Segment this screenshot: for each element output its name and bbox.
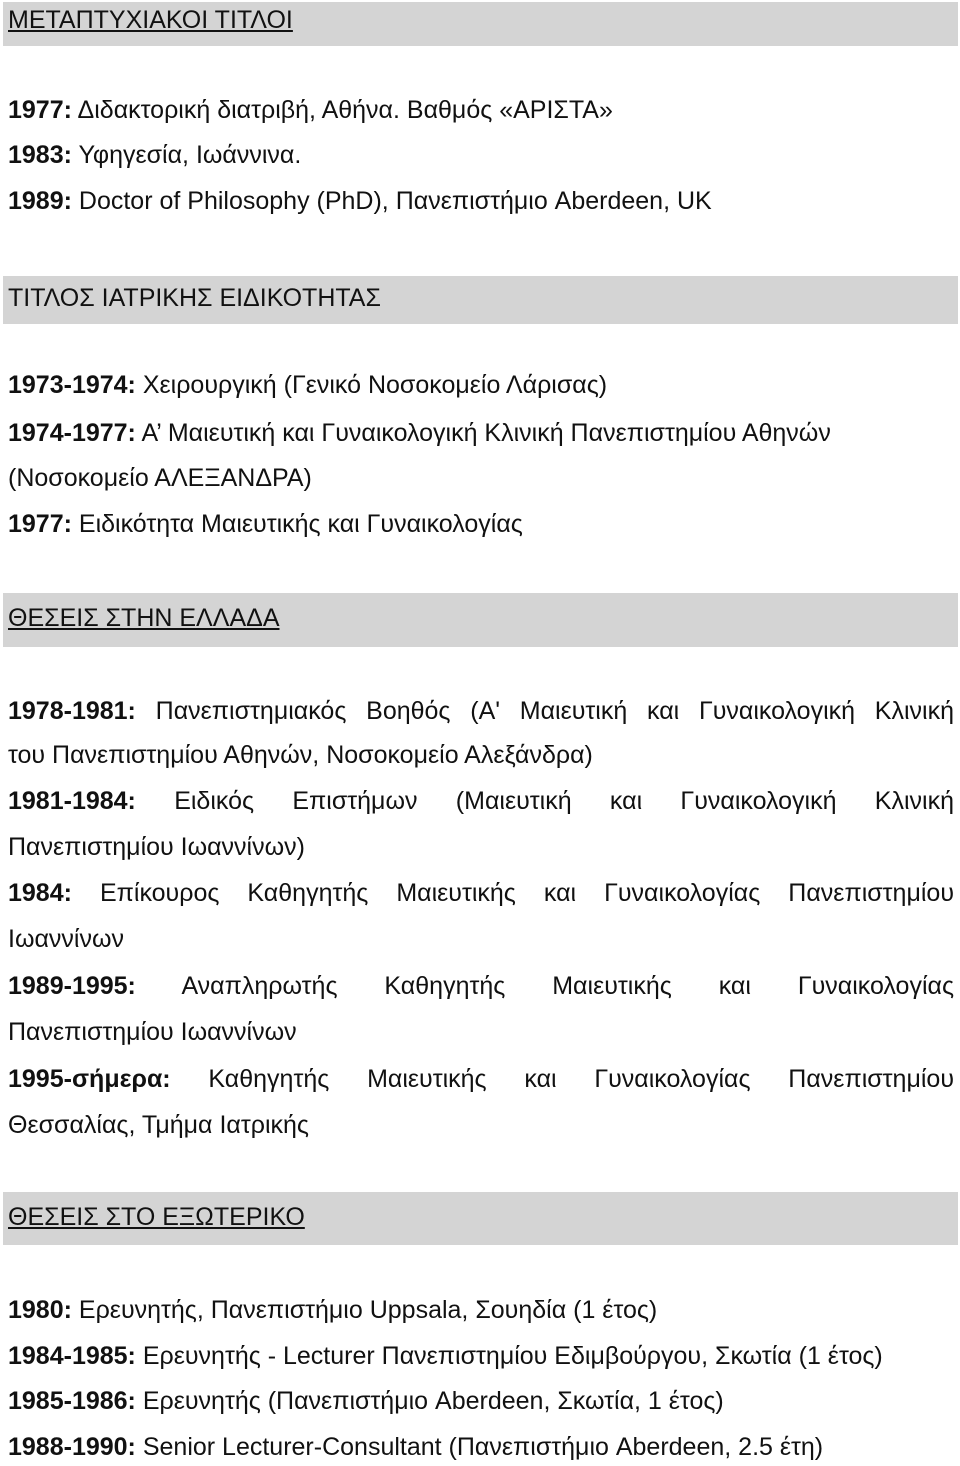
entry-text: Καθηγητής Μαιευτικής και Γυναικολογίας Πανεπιστημίου bbox=[170, 1065, 954, 1093]
section-header-abroad bbox=[3, 1192, 958, 1245]
entry-line bbox=[8, 1295, 954, 1325]
entry-line bbox=[8, 509, 954, 539]
section-title: ΘΕΣΕΙΣ ΣΤΟ ΕΞΩΤΕΡΙΚΟ bbox=[8, 1203, 305, 1231]
entry-line bbox=[8, 186, 954, 216]
entry-continuation bbox=[8, 463, 954, 493]
entry-year: 1984: bbox=[8, 879, 72, 907]
entry-continuation bbox=[8, 832, 954, 862]
entry-continuation bbox=[8, 1017, 954, 1047]
entry-line bbox=[8, 140, 954, 170]
entry-text: Doctor of Philosophy (PhD), Πανεπιστήμιο Aberdeen, UK bbox=[71, 187, 712, 215]
entry-year: 1989: bbox=[8, 187, 72, 215]
entry-year: 1981-1984: bbox=[8, 787, 136, 815]
entry-year: 1984-1985: bbox=[8, 1342, 136, 1370]
entry-text: Πανεπιστημιακός Βοηθός (Α' Μαιευτική και Γυναικολογική Κλινική bbox=[135, 697, 954, 725]
entry-line bbox=[8, 1386, 954, 1416]
entry-text: Ειδικότητα Μαιευτικής και Γυναικολογίας bbox=[71, 510, 523, 538]
entry-line bbox=[8, 696, 954, 726]
section-header-degrees bbox=[3, 2, 958, 46]
entry-text: Ερευνητής - Lecturer Πανεπιστημίου Εδιμβούργου, Σκωτία (1 έτος) bbox=[135, 1342, 883, 1370]
entry-line bbox=[8, 786, 954, 816]
section-header-specialty bbox=[3, 276, 958, 324]
entry-text: Χειρουργική (Γενικό Νοσοκομείο Λάρισας) bbox=[135, 371, 608, 399]
entry-line bbox=[8, 1064, 954, 1094]
section-title: ΤΙΤΛΟΣ ΙΑΤΡΙΚΗΣ ΕΙΔΙΚΟΤΗΤΑΣ bbox=[8, 284, 381, 312]
entry-year: 1989-1995: bbox=[8, 972, 136, 1000]
entry-text: Ερευνητής, Πανεπιστήμιο Uppsala, Σουηδία (1 έτος) bbox=[71, 1296, 658, 1324]
entry-year: 1995-σήμερα: bbox=[8, 1065, 171, 1093]
entry-text: Υφηγεσία, Ιωάννινα. bbox=[71, 141, 302, 169]
entry-text: Α’ Μαιευτική και Γυναικολογική Κλινική Πανεπιστημίου Αθηνών bbox=[135, 419, 831, 447]
entry-year: 1973-1974: bbox=[8, 371, 136, 399]
entry-year: 1980: bbox=[8, 1296, 72, 1324]
entry-text: Ιωαννίνων bbox=[8, 925, 124, 953]
entry-text: Θεσσαλίας, Τμήμα Ιατρικής bbox=[8, 1111, 309, 1139]
entry-line bbox=[8, 971, 954, 1001]
entry-year: 1983: bbox=[8, 141, 72, 169]
entry-text: Senior Lecturer-Consultant (Πανεπιστήμιο Aberdeen, 2.5 έτη) bbox=[135, 1433, 824, 1461]
entry-text: Αναπληρωτής Καθηγητής Μαιευτικής και Γυναικολογίας bbox=[135, 972, 954, 1000]
entry-text: Ερευνητής (Πανεπιστήμιο Aberdeen, Σκωτία, 1 έτος) bbox=[135, 1387, 724, 1415]
entry-continuation bbox=[8, 924, 954, 954]
entry-line bbox=[8, 1341, 954, 1371]
section-title: ΘΕΣΕΙΣ ΣΤΗΝ ΕΛΛΑΔΑ bbox=[8, 604, 280, 632]
entry-year: 1988-1990: bbox=[8, 1433, 136, 1461]
entry-text: Διδακτορική διατριβή, Αθήνα. Βαθμός «ΑΡΙΣΤΑ» bbox=[71, 96, 613, 124]
entry-text: του Πανεπιστημίου Αθηνών, Νοσοκομείο Αλεξάνδρα) bbox=[8, 741, 593, 769]
entry-line bbox=[8, 418, 954, 448]
entry-line bbox=[8, 1432, 954, 1462]
entry-year: 1977: bbox=[8, 510, 72, 538]
entry-text: Επίκουρος Καθηγητής Μαιευτικής και Γυναικολογίας Πανεπιστημίου bbox=[71, 879, 954, 907]
entry-text: Πανεπιστημίου Ιωαννίνων) bbox=[8, 833, 305, 861]
entry-line bbox=[8, 95, 954, 125]
entry-text: Πανεπιστημίου Ιωαννίνων bbox=[8, 1018, 297, 1046]
entry-continuation bbox=[8, 1110, 954, 1140]
entry-year: 1974-1977: bbox=[8, 419, 136, 447]
entry-year: 1978-1981: bbox=[8, 697, 136, 725]
entry-year: 1985-1986: bbox=[8, 1387, 136, 1415]
entry-text: Ειδικός Επιστήμων (Μαιευτική και Γυναικολογική Κλινική bbox=[135, 787, 954, 815]
section-title: ΜΕΤΑΠΤΥΧΙΑΚΟΙ ΤΙΤΛΟΙ bbox=[8, 6, 293, 34]
entry-year: 1977: bbox=[8, 96, 72, 124]
entry-text: (Νοσοκομείο ΑΛΕΞΑΝΔΡΑ) bbox=[8, 464, 312, 492]
entry-continuation bbox=[8, 740, 954, 770]
entry-line bbox=[8, 878, 954, 908]
section-header-greece bbox=[3, 593, 958, 647]
entry-line bbox=[8, 370, 954, 400]
